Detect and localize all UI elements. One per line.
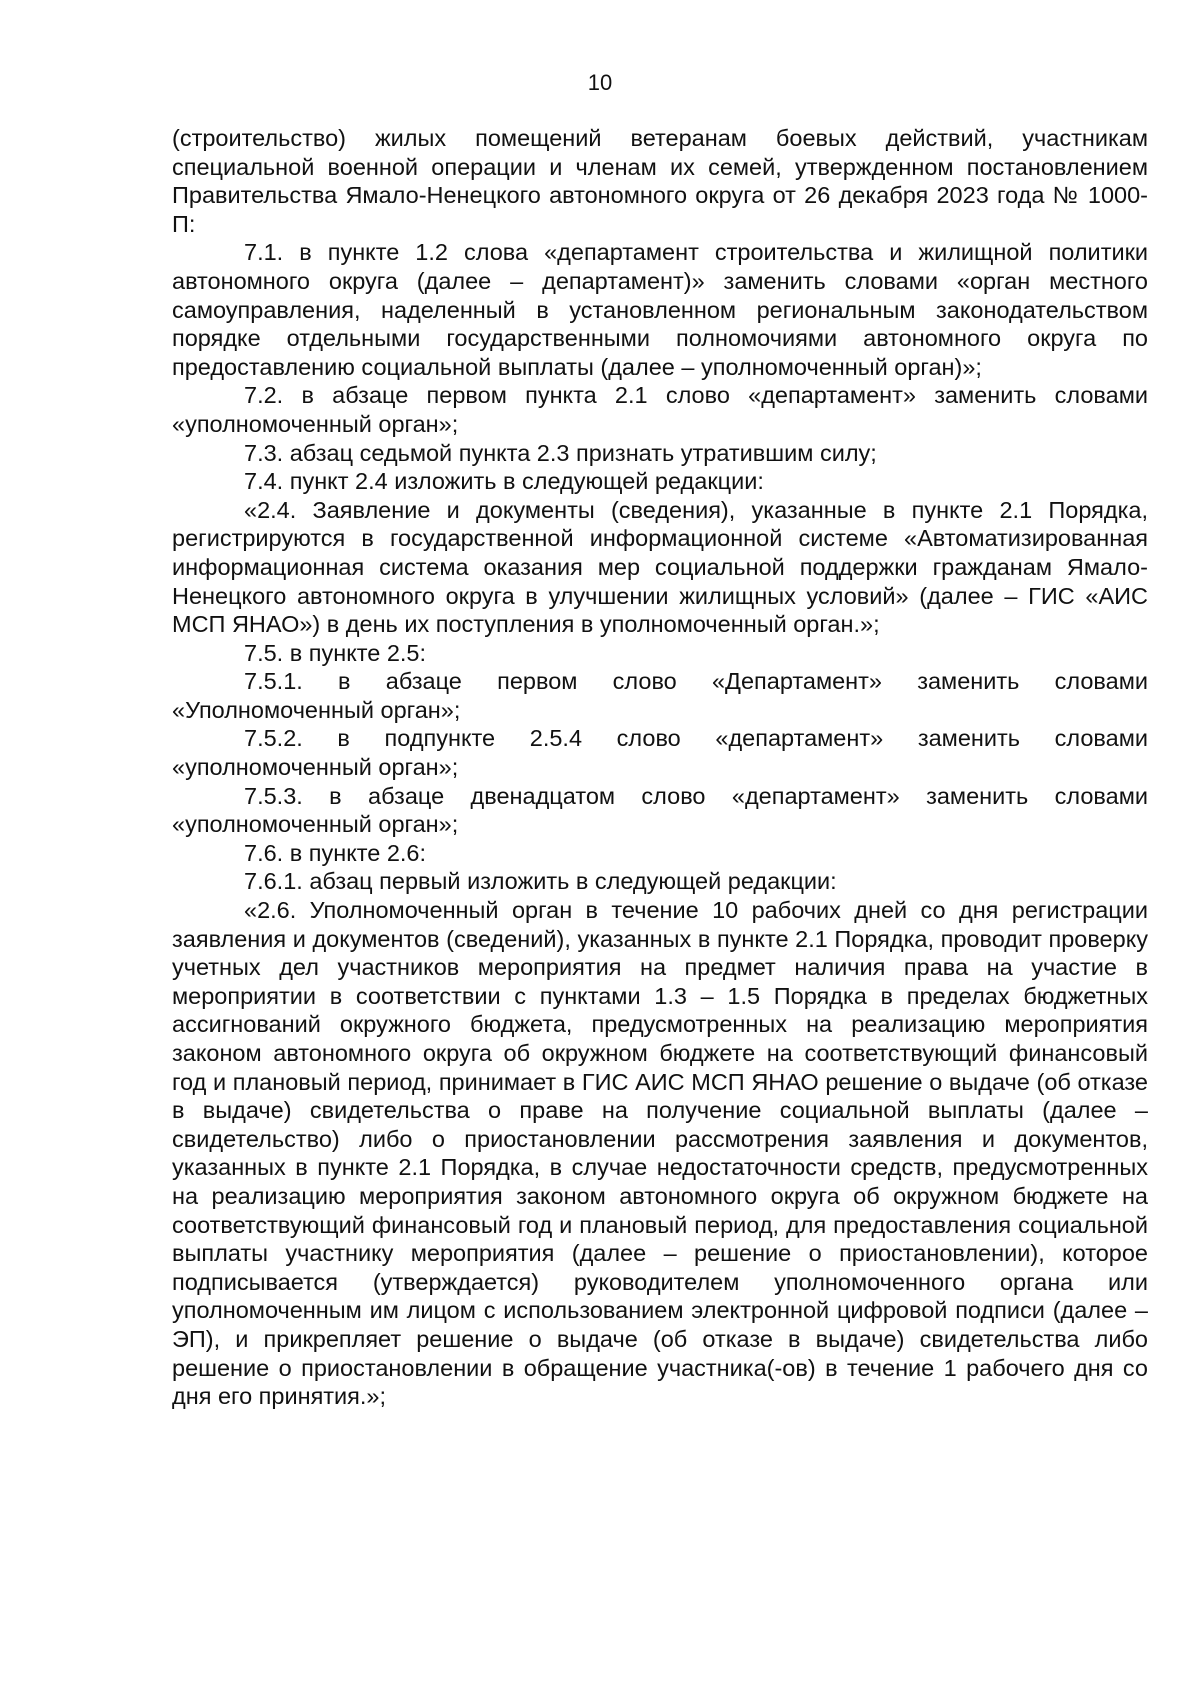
paragraph-2-6-quote: «2.6. Уполномоченный орган в течение 10 рабочих дней со дня регистрации заявления и документов (сведений), указанных в пункте 2.1 Порядка, проводит проверку учетных дел участников мероприятия на предмет наличия права на участие в мероприятии в соответствии с пунктами 1.3 – 1.5 Порядка в пределах бюджетных ассигнований окружного бюджета, предусмотренных на реализацию мероприятия законом автономного округа об окружном бюджете на соответствующий финансовый год и плановый период, принимает в ГИС АИС МСП ЯНАО решение о выдаче (об отказе в выдаче) свидетельства о праве на получение социальной выплаты (далее – свидетельство) либо о приостановлении рассмотрения заявления и документов, указанных в пункте 2.1 Порядка, в случае недостаточности средств, предусмотренных на реализацию мероприятия законом автономного округа об окружном бюджете на соответствующий финансовый год и плановый период, для предоставления социальной выплаты участнику мероприятия (далее – решение о приостановлении), которое подписывается (утверждается) руководителем уполномоченного органа или уполномоченным им лицом с использованием электронной цифровой подписи (далее – ЭП), и прикрепляет решение о выдаче (об отказе в выдаче) свидетельства либо решение о приостановлении в обращение участника(-ов) в течение 1 рабочего дня со дня его принятия.»; — [172, 897, 1148, 1410]
page-number: 10 — [587, 70, 613, 95]
paragraph-7-1: 7.1. в пункте 1.2 слова «департамент строительства и жилищной политики автономного округа (далее – департамент)» заменить словами «орган местного самоуправления, наделенный в установленном региональным законодательством порядке отдельными государственными полномочиями автономного округа по предоставлению социальной выплаты (далее – уполномоченный орган)»; — [172, 239, 1148, 380]
document-body — [172, 124, 1148, 1411]
paragraph-7-2: 7.2. в абзаце первом пункта 2.1 слово «департамент» заменить словами «уполномоченный орган»; — [172, 382, 1148, 437]
paragraph-2-4-quote: «2.4. Заявление и документы (сведения), указанные в пункте 2.1 Порядка, регистрируются в государственной информационной системе «Автоматизированная информационная система оказания мер социальной поддержки гражданам Ямало-Ненецкого автономного округа в улучшении жилищных условий» (далее – ГИС «АИС МСП ЯНАО») в день их поступления в уполномоченный орган.»; — [172, 496, 1148, 638]
paragraph-7-4: 7.4. пункт 2.4 изложить в следующей редакции: — [244, 468, 764, 495]
paragraph-intro-continuation: (строительство) жилых помещений ветеранам боевых действий, участникам специальной военной операции и членам их семей, утвержденном постановлением Правительства Ямало-Ненецкого автономного округа от 26 декабря 2023 года № 1000-П: — [172, 125, 1148, 237]
paragraph-7-5: 7.5. в пункте 2.5: — [244, 639, 427, 666]
paragraph-7-3: 7.3. абзац седьмой пункта 2.3 признать утратившим силу; — [244, 439, 877, 466]
paragraph-7-6-1: 7.6.1. абзац первый изложить в следующей редакции: — [244, 868, 837, 895]
paragraph-7-6: 7.6. в пункте 2.6: — [244, 839, 427, 866]
paragraph-7-5-1: 7.5.1. в абзаце первом слово «Департамент» заменить словами «Уполномоченный орган»; — [172, 668, 1148, 723]
paragraph-7-5-2: 7.5.2. в подпункте 2.5.4 слово «департамент» заменить словами «уполномоченный орган»; — [172, 725, 1148, 781]
paragraph-7-5-3: 7.5.3. в абзаце двенадцатом слово «департамент» заменить словами «уполномоченный орган»; — [172, 782, 1148, 838]
